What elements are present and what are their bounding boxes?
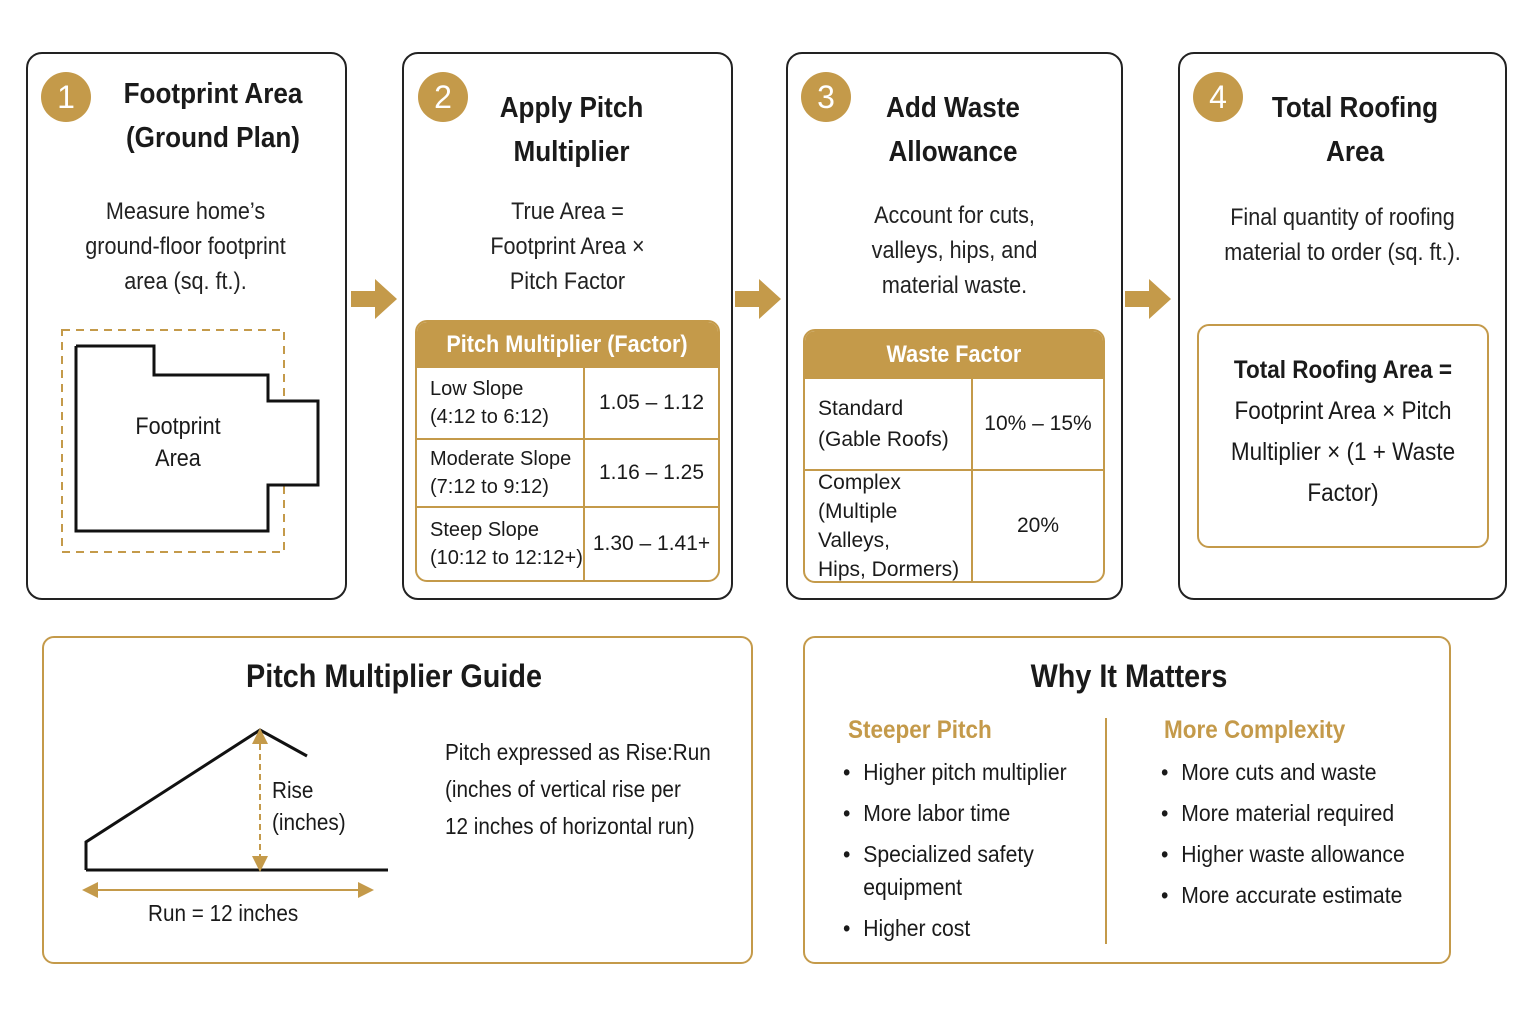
cell-line: Hips, Dormers) [818, 558, 960, 581]
step-desc-line: valleys, hips, and [871, 237, 1038, 264]
step-desc-line: ground-floor footprint [85, 233, 286, 260]
step-title [101, 72, 326, 160]
shape-label-line: Area [155, 445, 201, 472]
step-title-line: Footprint Area [123, 78, 303, 110]
total-formula-box [1197, 324, 1489, 548]
table-cell-label [417, 440, 585, 506]
table-cell-value: 10% – 15% [984, 412, 1092, 435]
step-description [805, 198, 1105, 303]
table-row [805, 469, 1103, 581]
table-cell-label [417, 368, 585, 438]
step-description [1196, 200, 1489, 270]
pitch-multiplier-table [415, 320, 720, 582]
arrow-right-icon [1125, 279, 1173, 319]
cell-line: (Gable Roofs) [818, 428, 949, 451]
step-description [44, 194, 328, 299]
formula-line: Multiplier × (1 + Waste [1230, 438, 1456, 466]
arrow-right-icon [351, 279, 399, 319]
shape-label-line: Footprint [135, 413, 221, 440]
list-item: • Higher waste allowance [1161, 838, 1409, 871]
step-desc-line: True Area = [511, 198, 624, 225]
step-title [475, 86, 669, 174]
list-item: • More accurate estimate [1161, 879, 1409, 912]
table-cell-label [805, 379, 973, 469]
cell-line: (7:12 to 9:12) [430, 476, 549, 498]
step-desc-line: material to order (sq. ft.). [1224, 239, 1461, 266]
cell-line: Complex [818, 471, 901, 494]
table-cell-value: 20% [1016, 514, 1060, 537]
why-title: Why It Matters [1030, 658, 1228, 694]
waste-table-header-text: Waste Factor [886, 341, 1022, 368]
rise-label-line: (inches) [272, 809, 346, 835]
step-title-line: Add Waste [886, 92, 1020, 124]
table-cell-label [805, 471, 973, 581]
pitch-guide-card [42, 636, 753, 964]
step-title-line: Area [1325, 136, 1385, 168]
step-badge-4: 4 [1193, 72, 1243, 122]
table-row [417, 368, 718, 438]
pitch-diagram [78, 718, 408, 918]
guide-desc-line: (inches of vertical rise per [445, 776, 681, 802]
formula-line: Footprint Area × Pitch [1234, 397, 1452, 425]
step-card-footprint [26, 52, 347, 600]
why-it-matters-card [803, 636, 1451, 964]
table-cell-value: 1.05 – 1.12 [598, 391, 705, 414]
table-row [417, 438, 718, 506]
rise-label [272, 774, 346, 838]
step-title-line: Total Roofing [1271, 92, 1439, 124]
waste-table-header [805, 331, 1103, 379]
step-desc-line: Footprint Area × [490, 233, 645, 260]
table-cell-value: 1.30 – 1.41+ [592, 532, 711, 555]
list-item: • Higher pitch multiplier [843, 756, 1073, 789]
why-divider [1105, 718, 1107, 944]
guide-desc-line: Pitch expressed as Rise:Run [445, 739, 711, 765]
step-title-line: Allowance [888, 136, 1018, 168]
list-item: • More cuts and waste [1161, 756, 1409, 789]
list-item: • More labor time [843, 797, 1073, 830]
step-badge-3: 3 [801, 72, 851, 122]
pitch-table-header [417, 322, 718, 368]
step-desc-line: Measure home’s [105, 198, 266, 225]
pitch-guide-description [445, 734, 711, 845]
guide-desc-line: 12 inches of horizontal run) [445, 813, 695, 839]
step-badge-1: 1 [41, 72, 91, 122]
waste-factor-table [803, 329, 1105, 583]
cell-line: (10:12 to 12:12+) [430, 547, 583, 569]
list-item: • More material required [1161, 797, 1409, 830]
step-desc-line: Account for cuts, [874, 202, 1035, 229]
cell-line: (4:12 to 6:12) [430, 406, 549, 428]
cell-line: Low Slope [430, 378, 524, 400]
list-item: • Higher cost [843, 912, 1073, 945]
run-label: Run = 12 inches [148, 900, 299, 926]
table-cell-value: 1.16 – 1.25 [598, 461, 705, 484]
step-title-line: (Ground Plan) [125, 122, 300, 154]
step-title [859, 86, 1048, 174]
cell-line: (Multiple Valleys, [818, 500, 898, 552]
step-title [1261, 86, 1450, 174]
step-badge-2: 2 [418, 72, 468, 122]
step-title-line: Multiplier [513, 136, 630, 168]
step-desc-line: Final quantity of roofing [1230, 204, 1455, 231]
step-description [420, 194, 714, 299]
more-complexity-heading: More Complexity [1164, 716, 1346, 744]
arrow-right-icon [735, 279, 783, 319]
formula-line: Total Roofing Area = [1233, 356, 1453, 384]
pitch-table-header-text: Pitch Multiplier (Factor) [446, 331, 689, 358]
table-cell-label [417, 508, 585, 580]
step-desc-line: material waste. [881, 272, 1028, 299]
steeper-pitch-list [843, 756, 1093, 953]
step-card-waste [786, 52, 1123, 600]
step-title-line: Apply Pitch [499, 92, 644, 124]
more-complexity-list [1161, 756, 1431, 920]
table-row [417, 506, 718, 580]
cell-line: Steep Slope [430, 519, 539, 541]
step-card-total [1178, 52, 1507, 600]
step-desc-line: area (sq. ft.). [124, 268, 247, 295]
step-desc-line: Pitch Factor [509, 268, 626, 295]
pitch-guide-title: Pitch Multiplier Guide [245, 658, 543, 694]
cell-line: Moderate Slope [430, 448, 572, 470]
rise-label-line: Rise [272, 777, 314, 803]
footprint-shape-label [124, 411, 232, 475]
steeper-pitch-heading: Steeper Pitch [848, 716, 992, 744]
list-item: • Specialized safety equipment [843, 838, 1045, 904]
formula-line: Factor) [1307, 479, 1379, 507]
cell-line: Standard [818, 397, 904, 420]
step-card-pitch [402, 52, 733, 600]
table-row [805, 379, 1103, 469]
